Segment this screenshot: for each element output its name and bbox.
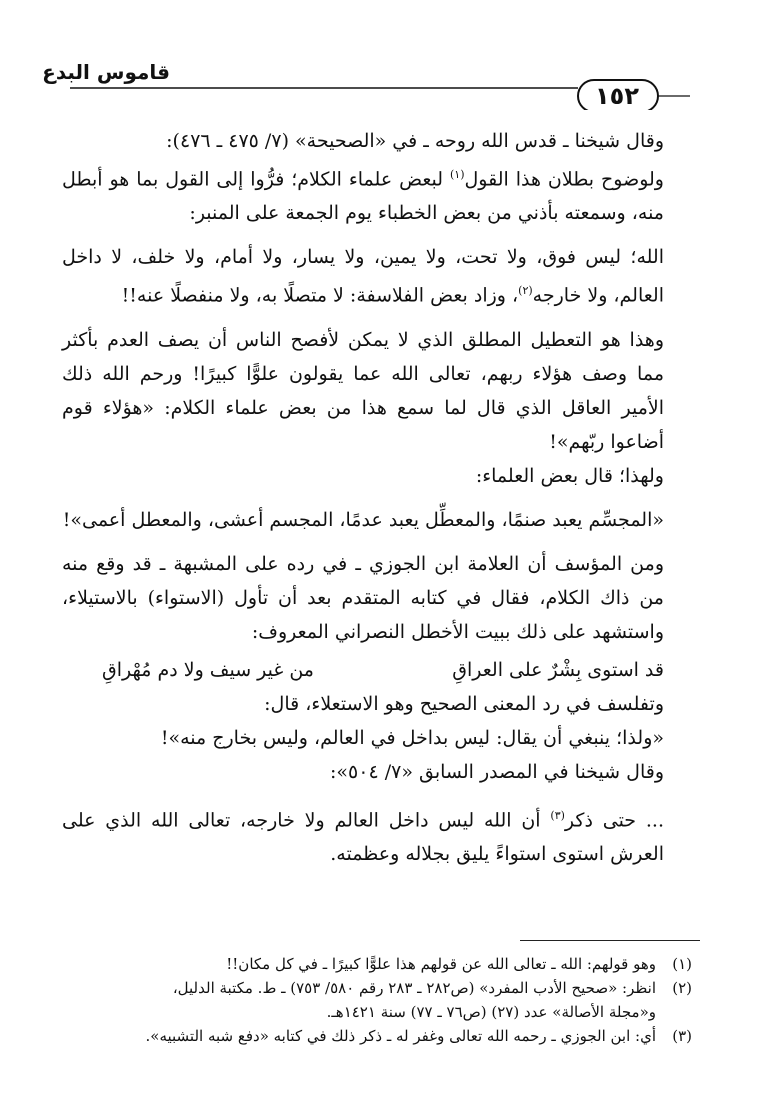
footnote-number: (٣) xyxy=(672,1027,692,1045)
paragraph: وقال شيخنا في المصدر السابق «٧/ ٥٠٤»: xyxy=(330,760,664,783)
paragraph: «ولذا؛ ينبغي أن يقال: ليس بداخل في العالم، وليس بخارج منه»! xyxy=(160,726,664,749)
footnote-ref: (١) xyxy=(449,168,465,181)
poetry-verse xyxy=(62,653,692,687)
paragraph: «المجسِّم يعبد صنمًا، والمعطِّل يعبد عدمًا، المجسم أعشى، والمعطل أعمى»! xyxy=(62,508,664,531)
page-number: ١٥٢ xyxy=(595,82,639,110)
main-text xyxy=(62,124,692,871)
footnote xyxy=(62,1024,692,1048)
footnote xyxy=(62,952,692,976)
footnote-text: وهو قولهم: الله ـ تعالى الله عن قولهم هذا علوًّا كبيرًا ـ في كل مكان!! xyxy=(226,955,656,973)
page-header xyxy=(0,0,760,110)
footnote-text: أي: ابن الجوزي ـ رحمه الله تعالى وغفر له ـ ذكر ذلك في كتابه «دفع شبه التشبيه». xyxy=(145,1027,656,1045)
footnote-number: (٢) xyxy=(672,979,692,997)
footnote-text: انظر: «صحيح الأدب المفرد» (ص٢٨٢ ـ ٢٨٣ رقم ٥٨٠/ ٧٥٣) ـ ط. مكتبة الدليل، xyxy=(172,979,656,997)
paragraph: الله؛ ليس فوق، ولا تحت، ولا يمين، ولا يسار، ولا أمام، ولا خلف، لا داخل العالم، ولا خارجه$^{(٢)}$، وزاد بعض الفلاسفة: لا متصلًا به، ولا منفصلًا عنه!! xyxy=(62,246,664,307)
footnote-continuation: و«مجلة الأصالة» عدد (٢٧) (ص٧٦ ـ ٧٧) سنة ١٤٢١هـ. xyxy=(326,1003,656,1021)
paragraph: وهذا هو التعطيل المطلق الذي لا يمكن لأفصح الناس أن يصف العدم بأكثر مما وصف هؤلاء ربهم، تعالى الله عما يقولون علوًّا كبيرًا! ورحم الله ذلك الأمير العاقل الذي قال لما سمع هذا من بعض علماء الكلام: «هؤلاء قوم أضاعوا ربّهم»! xyxy=(62,328,664,453)
footnote-ref: (٣) xyxy=(550,808,565,822)
verse-first-hemistich: قد استوى بِشْرٌ على العراقِ xyxy=(452,658,664,681)
footnote-separator xyxy=(520,940,700,941)
footnote-number: (١) xyxy=(672,955,692,973)
paragraph: ولهذا؛ قال بعض العلماء: xyxy=(475,464,664,487)
paragraph: وتفلسف في رد المعنى الصحيح وهو الاستعلاء، قال: xyxy=(264,692,664,715)
paragraph: ... حتى ذكر$^{(٣)}$ أن الله ليس داخل العالم ولا خارجه، تعالى الله الذي على العرش استوى استواءً يليق بجلاله وعظمته. xyxy=(62,808,664,865)
footnotes xyxy=(62,952,692,1048)
verse-second-hemistich: من غير سيف ولا دم مُهْراقِ xyxy=(102,658,314,681)
paragraph: وقال شيخنا ـ قدس الله روحه ـ في «الصحيحة» (٧/ ٤٧٥ ـ ٤٧٦): xyxy=(166,130,664,152)
book-title: قاموس البدع xyxy=(42,60,170,84)
footnote xyxy=(62,976,692,1000)
paragraph: ولوضوح بطلان هذا القول$^{(١)}$ لبعض علماء الكلام؛ فرُّوا إلى القول بما هو أبطل منه، وسمعته بأذني من بعض الخطباء يوم الجمعة على المنبر: xyxy=(62,168,664,225)
footnote-ref: (٢) xyxy=(518,284,533,298)
paragraph: ومن المؤسف أن العلامة ابن الجوزي ـ في رده على المشبهة ـ قد وقع منه من ذاك الكلام، فقال في كتابه المتقدم بعد أن تأول (الاستواء) بالاستيلاء، واستشهد على ذلك ببيت الأخطل النصراني المعروف: xyxy=(62,552,664,643)
